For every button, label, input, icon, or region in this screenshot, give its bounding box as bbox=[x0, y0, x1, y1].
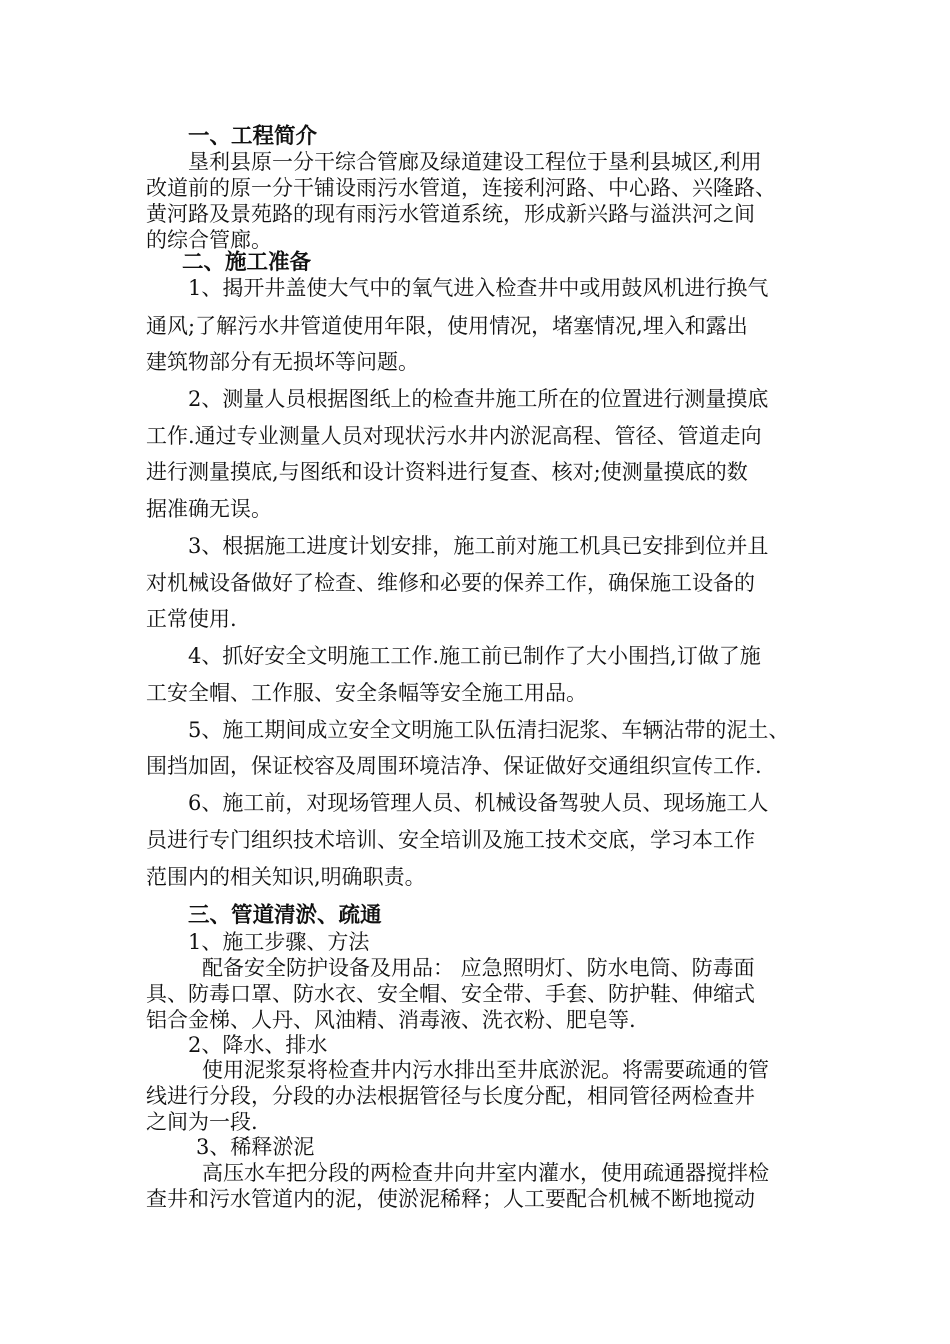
subsection-title: 2、降水、排水 bbox=[188, 1033, 328, 1057]
paragraph-line: 对机械设备做好了检查、维修和必要的保养工作，确保施工设备的 bbox=[146, 571, 755, 595]
subsection-title: 1、施工步骤、方法 bbox=[188, 930, 370, 954]
paragraph-line: 铝合金梯、人丹、风油精、消毒液、洗衣粉、肥皂等. bbox=[146, 1008, 636, 1032]
subsection-title: 3、稀释淤泥 bbox=[196, 1135, 315, 1159]
paragraph-line: 6、施工前，对现场管理人员、机械设备驾驶人员、现场施工人 bbox=[188, 791, 769, 815]
paragraph-line: 工安全帽、工作服、安全条幅等安全施工用品。 bbox=[146, 681, 587, 705]
paragraph-line: 正常使用. bbox=[146, 607, 237, 631]
paragraph-line: 垦利县原一分干综合管廊及绿道建设工程位于垦利县城区,利用 bbox=[188, 150, 762, 174]
paragraph-line: 5、施工期间成立安全文明施工队伍清扫泥浆、车辆沾带的泥土、 bbox=[188, 718, 790, 742]
paragraph-line: 1、揭开井盖使大气中的氧气进入检查井中或用鼓风机进行换气 bbox=[188, 276, 769, 300]
paragraph-line: 线进行分段，分段的办法根据管径与长度分配，相同管径两检查井 bbox=[146, 1084, 755, 1108]
paragraph-line: 具、防毒口罩、防水衣、安全帽、安全带、手套、防护鞋、伸缩式 bbox=[146, 982, 755, 1006]
paragraph-line: 范围内的相关知识,明确职责。 bbox=[146, 865, 426, 889]
paragraph-line: 3、根据施工进度计划安排，施工前对施工机具已安排到位并且 bbox=[188, 534, 769, 558]
paragraph-line: 进行测量摸底,与图纸和设计资料进行复查、核对;使测量摸底的数 bbox=[146, 460, 748, 484]
paragraph-line: 工作.通过专业测量人员对现状污水井内淤泥高程、管径、管道走向 bbox=[146, 424, 762, 448]
paragraph-line: 查井和污水管道内的泥，使淤泥稀释；人工要配合机械不断地搅动 bbox=[146, 1187, 755, 1211]
section-heading: 三、管道清淤、疏通 bbox=[188, 903, 382, 928]
paragraph-line: 的综合管廊。 bbox=[146, 228, 272, 252]
paragraph-line: 围挡加固，保证校容及周围环境洁净、保证做好交通组织宣传工作. bbox=[146, 754, 762, 778]
paragraph-line: 建筑物部分有无损坏等问题。 bbox=[146, 350, 419, 374]
paragraph-line: 据准确无误。 bbox=[146, 497, 272, 521]
section-heading: 一、工程简介 bbox=[188, 124, 318, 149]
paragraph-line: 4、抓好安全文明施工工作.施工前已制作了大小围挡,订做了施 bbox=[188, 644, 761, 668]
paragraph-line: 配备安全防护设备及用品： 应急照明灯、防水电筒、防毒面 bbox=[202, 956, 755, 980]
paragraph-line: 通风;了解污水井管道使用年限，使用情况，堵塞情况,埋入和露出 bbox=[146, 314, 748, 338]
paragraph-line: 2、测量人员根据图纸上的检查井施工所在的位置进行测量摸底 bbox=[188, 387, 769, 411]
paragraph-line: 使用泥浆泵将检查井内污水排出至井底淤泥。将需要疏通的管 bbox=[202, 1058, 769, 1082]
paragraph-line: 改道前的原一分干铺设雨污水管道，连接利河路、中心路、兴隆路、 bbox=[146, 176, 776, 200]
section-heading: 二、施工准备 bbox=[182, 250, 312, 275]
paragraph-line: 高压水车把分段的两检查井向井室内灌水，使用疏通器搅拌检 bbox=[202, 1161, 769, 1185]
paragraph-line: 黄河路及景苑路的现有雨污水管道系统，形成新兴路与溢洪河之间 bbox=[146, 202, 755, 226]
paragraph-line: 员进行专门组织技术培训、安全培训及施工技术交底，学习本工作 bbox=[146, 828, 755, 852]
paragraph-line: 之间为一段. bbox=[146, 1110, 258, 1134]
